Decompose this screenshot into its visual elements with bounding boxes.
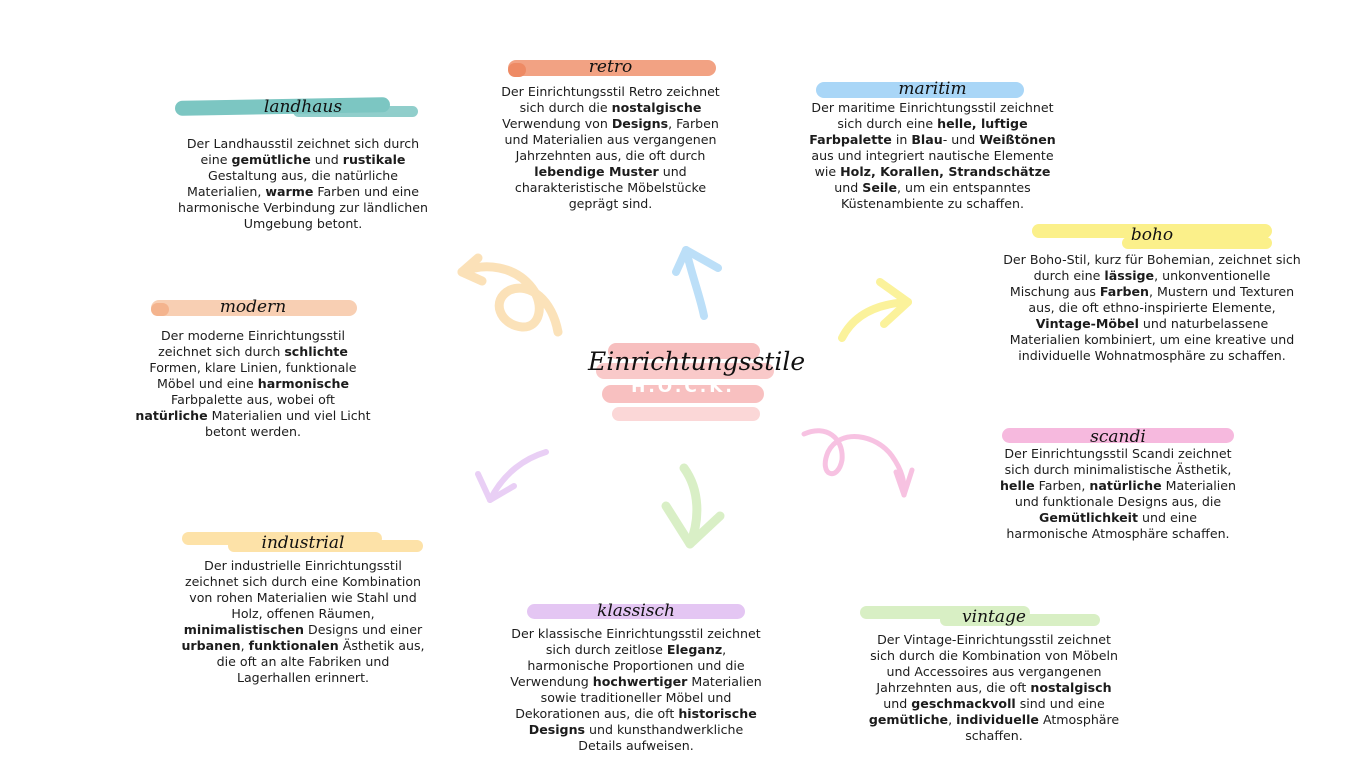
- bold-term: Seile: [862, 180, 898, 195]
- node-description: Der Einrichtungsstil Retro zeichnet sich durch die nostalgische Verwendung von Designs, Farben und Materialien aus vergangenen Jahrzehnten aus, die oft durch lebendige Muster und charakteristische Möbelstücke geprägt sind.: [501, 84, 720, 211]
- bold-term: Blau: [911, 132, 943, 147]
- center-node: [588, 335, 806, 430]
- bold-term: urbanen: [181, 638, 241, 653]
- node-description: Der Boho-Stil, kurz für Bohemian, zeichnet sich durch eine lässige, unkonventionelle Mischung aus Farben, Mustern und Texturen aus, die oft ethno-inspirierte Elemente, Vintage-Möbel und naturbelassene Materialien kombiniert, um eine kreative und individuelle Wohnatmosphäre zu schaffen.: [1003, 252, 1301, 363]
- bold-term: lebendige Muster: [534, 164, 659, 179]
- node-maritim: [800, 74, 1065, 212]
- node-title: vintage: [962, 607, 1026, 627]
- bold-term: gemütliche: [868, 712, 949, 727]
- bold-term: Vintage-Möbel: [1035, 316, 1139, 331]
- arrow-to-industrial: [478, 452, 546, 500]
- bold-term: helle: [999, 478, 1035, 493]
- node-title: industrial: [261, 533, 345, 553]
- bold-term: gemütliche: [231, 152, 311, 167]
- bold-term: Eleganz: [666, 642, 723, 657]
- node-scandi: [998, 422, 1238, 542]
- node-retro: [488, 52, 733, 212]
- node-title: maritim: [898, 79, 967, 99]
- node-industrial: [178, 528, 428, 686]
- bold-term: helle, luftige Farbpalette: [809, 116, 1028, 147]
- diagram-subtitle: H.O.C.K.: [631, 377, 735, 397]
- bold-term: harmonische: [257, 376, 349, 391]
- node-boho: [1002, 220, 1302, 364]
- diagram-title: Einrichtungsstile: [588, 347, 806, 376]
- node-vintage: [860, 602, 1128, 744]
- bold-term: lässige: [1104, 268, 1155, 283]
- arrow-to-landhaus: [462, 258, 558, 332]
- node-title: klassisch: [597, 601, 675, 621]
- arrow-to-scandi: [804, 431, 912, 495]
- bold-term: nostalgisch: [1030, 680, 1112, 695]
- bold-term: Designs: [611, 116, 669, 131]
- bold-term: Farben: [1099, 284, 1150, 299]
- bold-term: Holz, Korallen, Strandschätze: [840, 164, 1051, 179]
- bold-term: warme: [265, 184, 314, 199]
- node-description: Der klassische Einrichtungsstil zeichnet sich durch zeitlose Eleganz, harmonische Proportionen und die Verwendung hochwertiger Materialien sowie traditioneller Möbel und Dekorationen aus, die oft historische Designs und kunsthandwerkliche Details aufweisen.: [510, 626, 762, 753]
- arrow-to-boho: [842, 282, 908, 338]
- node-description: Der moderne Einrichtungsstil zeichnet sich durch schlichte Formen, klare Linien, funktionale Möbel und eine harmonische Farbpalette aus, wobei oft natürliche Materialien und viel Licht betont werden.: [135, 328, 371, 439]
- bold-term: individuelle: [956, 712, 1039, 727]
- node-title: scandi: [1090, 427, 1146, 447]
- bold-term: natürliche: [135, 408, 208, 423]
- node-description: Der industrielle Einrichtungsstil zeichnet sich durch eine Kombination von rohen Materialien wie Stahl und Holz, offenen Räumen, minimalistischen Designs und einer urbanen, funktionalen Ästhetik aus, die oft an alte Fabriken und Lagerhallen erinnert.: [181, 558, 425, 685]
- arrow-to-klassisch: [666, 468, 720, 544]
- node-landhaus: [173, 92, 433, 232]
- node-title: landhaus: [263, 97, 343, 117]
- node-title: retro: [588, 57, 633, 77]
- bold-term: historische Designs: [528, 706, 757, 737]
- node-title: modern: [219, 297, 287, 317]
- bold-term: Weißtönen: [979, 132, 1056, 147]
- bold-term: Gemütlichkeit: [1039, 510, 1138, 525]
- node-description: Der Einrichtungsstil Scandi zeichnet sich durch minimalistische Ästhetik, helle Farben, natürliche Materialien und funktionale Designs aus, die Gemütlichkeit und eine harmonische Atmosphäre schaffen.: [999, 446, 1237, 541]
- arrow-to-retro: [676, 250, 718, 316]
- node-description: Der Vintage-Einrichtungsstil zeichnet sich durch die Kombination von Möbeln und Accessoires aus vergangenen Jahrzehnten aus, die oft nostalgisch und geschmackvoll sind und eine gemütliche, individuelle Atmosphäre schaffen.: [868, 632, 1120, 743]
- node-modern: [133, 292, 373, 440]
- bold-term: schlichte: [284, 344, 348, 359]
- bold-term: natürliche: [1089, 478, 1162, 493]
- node-description: Der Landhausstil zeichnet sich durch eine gemütliche und rustikale Gestaltung aus, die natürliche Materialien, warme Farben und eine harmonische Verbindung zur ländlichen Umgebung betont.: [178, 136, 428, 231]
- bold-term: nostalgische: [611, 100, 702, 115]
- bold-term: rustikale: [342, 152, 406, 167]
- bold-term: funktionalen: [248, 638, 339, 653]
- node-title: boho: [1130, 225, 1174, 245]
- node-klassisch: [505, 596, 767, 754]
- bold-term: minimalistischen: [183, 622, 305, 637]
- bold-term: hochwertiger: [592, 674, 688, 689]
- bold-term: geschmackvoll: [911, 696, 1016, 711]
- node-description: Der maritime Einrichtungsstil zeichnet sich durch eine helle, luftige Farbpalette in Blau- und Weißtönen aus und integriert nautische Elemente wie Holz, Korallen, Strandschätze und Seile, um ein entspanntes Küstenambiente zu schaffen.: [809, 100, 1056, 211]
